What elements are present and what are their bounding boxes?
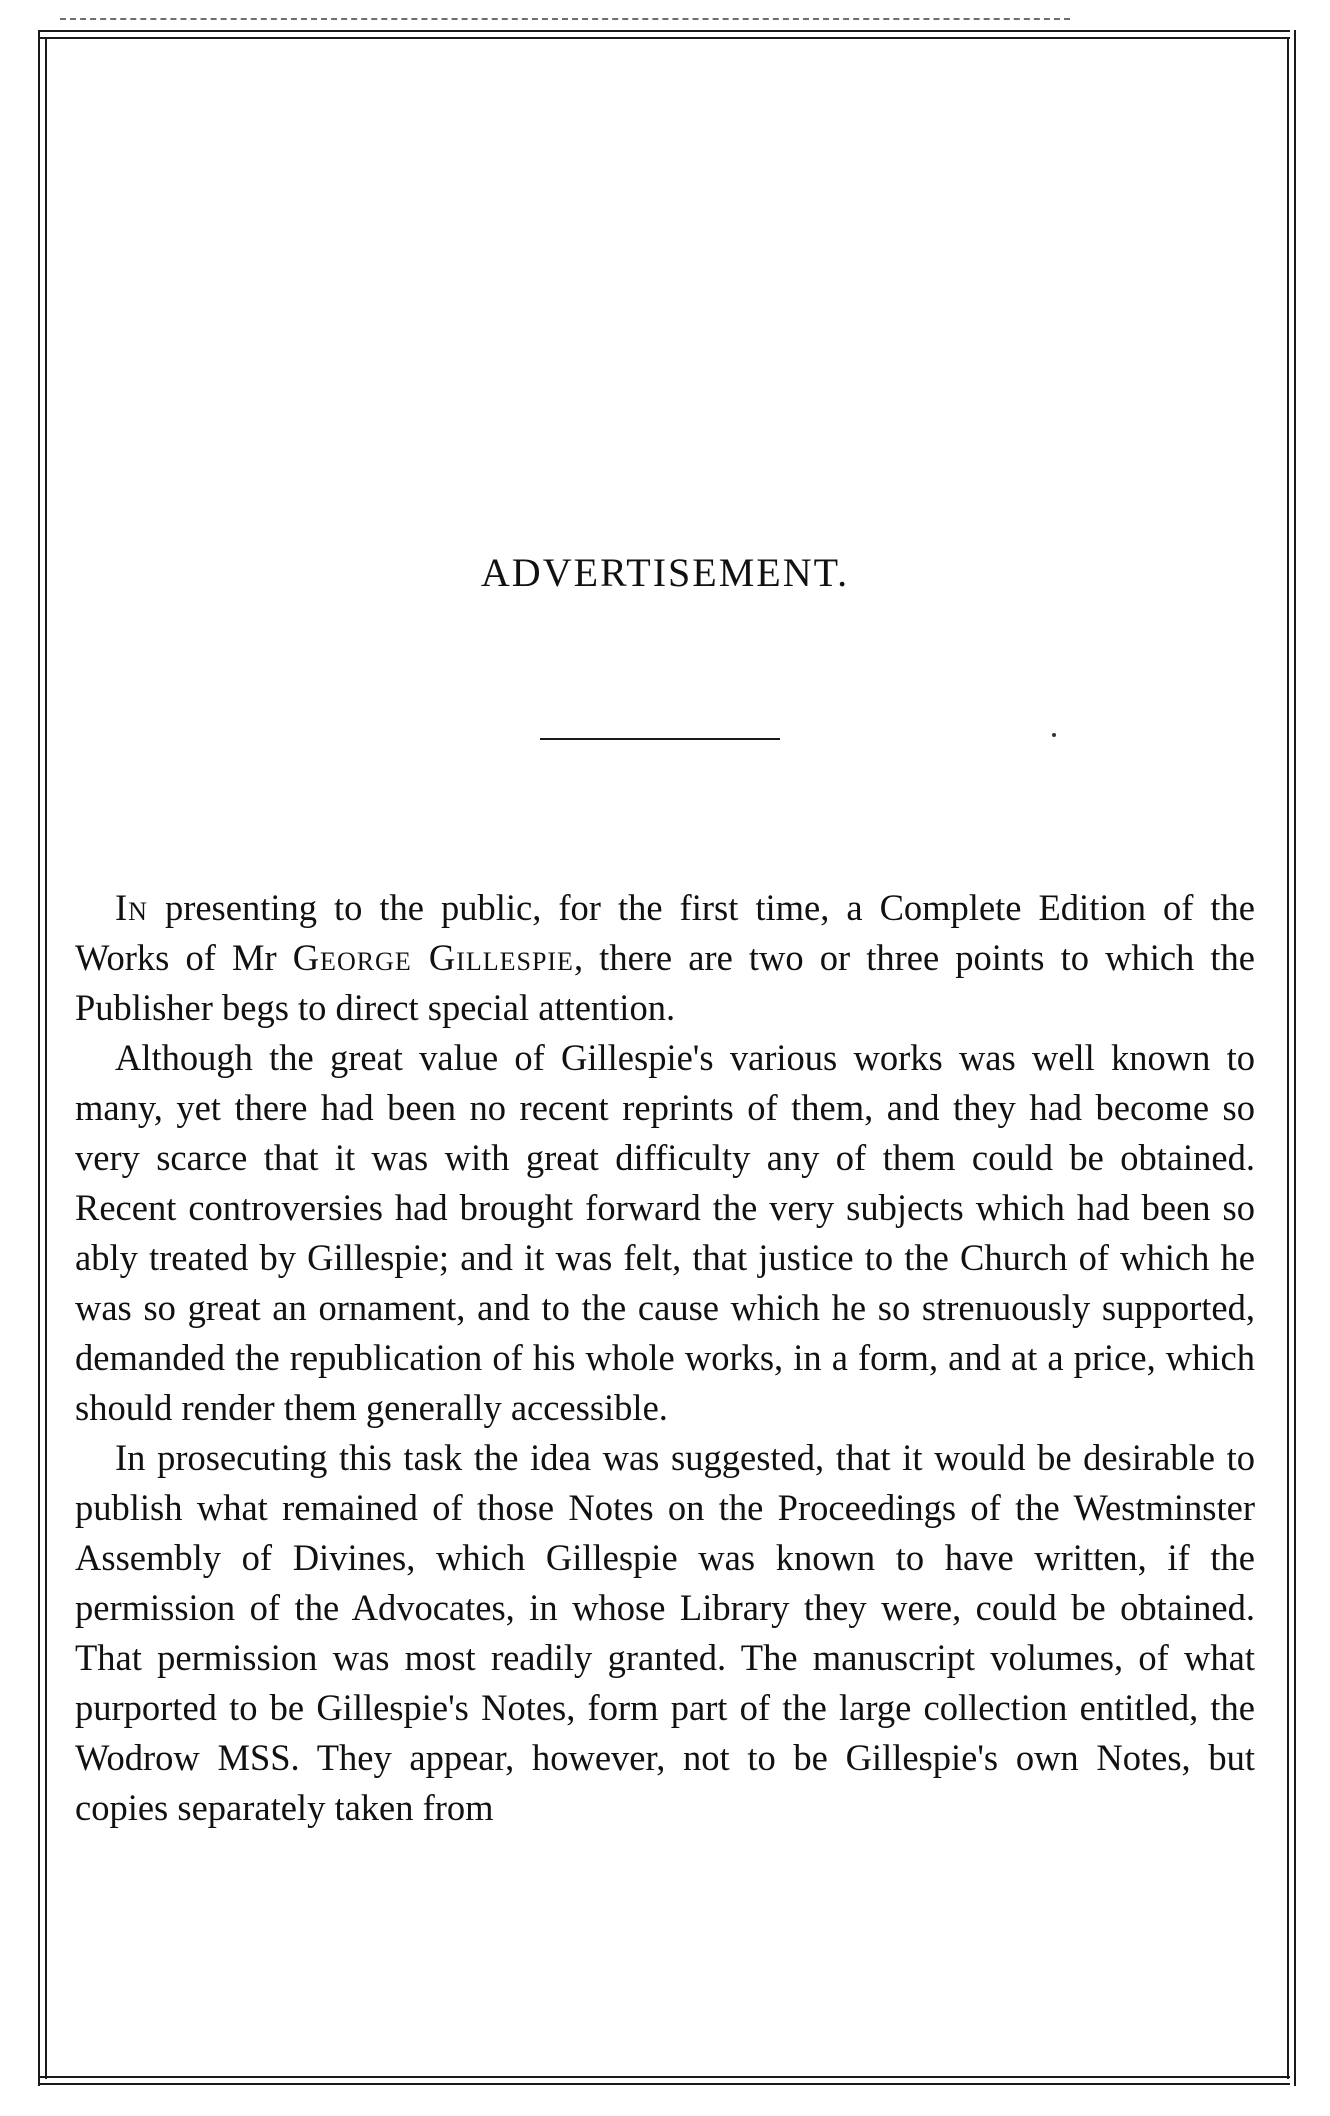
frame-right-outer-rule	[1294, 30, 1296, 2086]
top-edge-marks	[60, 18, 1070, 28]
paragraph-3: In prosecuting this task the idea was suggested, that it would be desirable to publish what remained of those Notes on the Proceedings of the Westminster Assembly of Divines, which Gillespie was known to have written, if the permission of the Advocates, in whose Library they were, could be obtained. That permission was most readily granted. The manuscript volumes, of what purported to be Gillespie's Notes, form part of the large collection entitled, the Wodrow MSS. They appear, however, not to be Gillespie's own Notes, but copies separately taken from	[75, 1437, 1255, 1828]
paragraph-1-text-b: , there are two or three points to which the Publisher begs to direct special attention.	[75, 937, 1255, 1028]
frame-top-inner-rule	[40, 37, 1290, 39]
paragraph-1-lead: In	[115, 887, 148, 928]
paragraph-1-text-a: presenting to the public, for the first time, a Complete Edition of the Works of Mr	[75, 887, 1255, 978]
frame-left-inner-rule	[45, 37, 47, 2079]
frame-top-outer-rule	[40, 30, 1290, 32]
frame-left-outer-rule	[38, 30, 40, 2086]
body-text	[75, 883, 1255, 1833]
frame-bottom-inner-rule	[40, 2076, 1290, 2078]
ink-speck	[1052, 733, 1056, 737]
frame-bottom-outer-rule	[40, 2083, 1290, 2085]
paragraph-2: Although the great value of Gillespie's various works was well known to many, yet there had been no recent reprints of them, and they had become so very scarce that it was with great difficulty any of them could be obtained. Recent controversies had brought forward the very subjects which had been so ably treated by Gillespie; and it was felt, that justice to the Church of which he was so great an ornament, and to the cause which he so strenuously supported, demanded the republication of his whole works, in a form, and at a price, which should render them generally accessible.	[75, 1037, 1255, 1428]
author-name: George Gillespie	[292, 937, 574, 978]
frame-right-inner-rule	[1287, 37, 1289, 2079]
paragraph-1	[75, 883, 1255, 1033]
page-title: ADVERTISEMENT.	[480, 550, 850, 595]
title-divider	[540, 738, 780, 740]
